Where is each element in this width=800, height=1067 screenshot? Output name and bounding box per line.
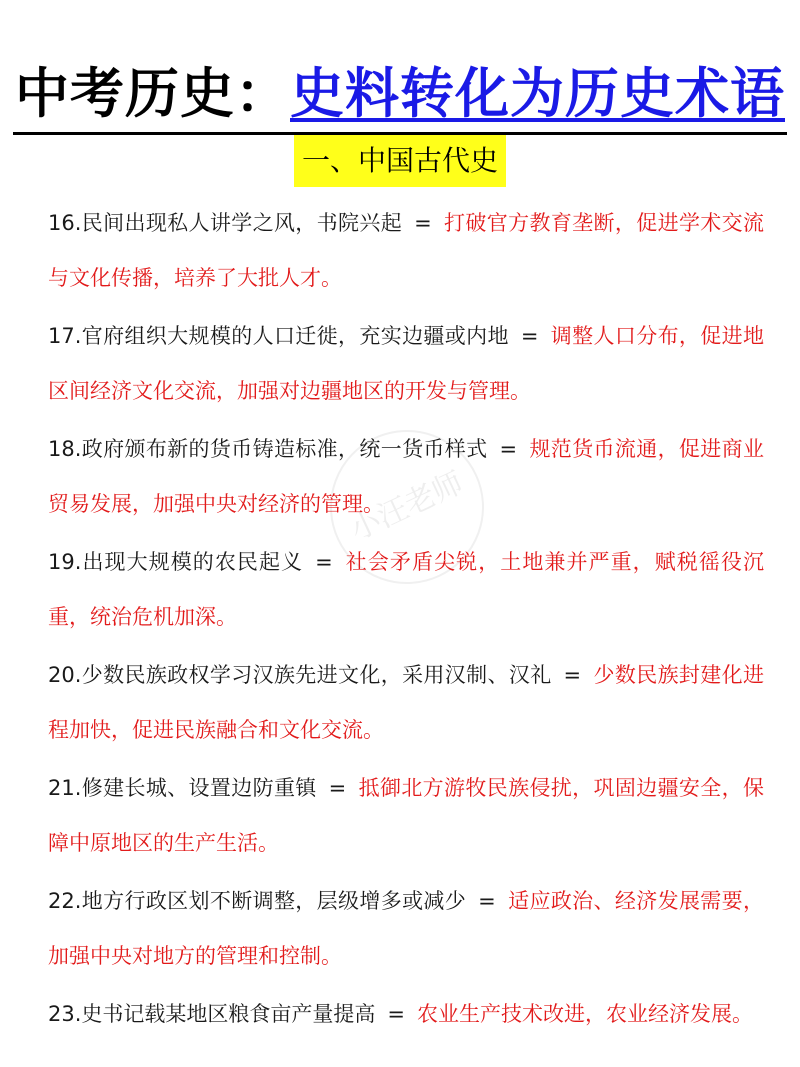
item-answer: 适应政治、经济发展需要，加强中央对地方的管理和控制。 — [48, 889, 765, 968]
item-question: 17.官府组织大规模的人口迁徙，充实边疆或内地 — [48, 324, 509, 348]
watermark-stamp: 小汪老师 — [305, 405, 510, 610]
item-question: 19.出现大规模的农民起义 — [48, 550, 304, 574]
item-question: 18.政府颁布新的货币铸造标准，统一货币样式 — [48, 437, 488, 461]
item-question: 22.地方行政区划不断调整，层级增多或减少 — [48, 889, 467, 913]
item-answer: 规范货币流通，促进商业贸易发展，加强中央对经济的管理。 — [48, 437, 764, 516]
list-item — [48, 874, 764, 984]
item-answer: 抵御北方游牧民族侵扰，巩固边疆安全，保障中原地区的生产生活。 — [48, 776, 764, 855]
title-row — [0, 56, 800, 136]
item-question: 21.修建长城、设置边防重镇 — [48, 776, 317, 800]
list-item — [48, 535, 764, 645]
item-answer: 调整人口分布，促进地区间经济文化交流，加强对边疆地区的开发与管理。 — [48, 324, 764, 403]
page-title — [13, 56, 787, 135]
list-item — [48, 196, 764, 306]
item-equals: = — [499, 437, 518, 461]
item-equals: = — [387, 1002, 406, 1026]
list-item — [48, 761, 764, 871]
list-item — [48, 422, 764, 532]
item-equals: = — [328, 776, 347, 800]
item-answer: 农业生产技术改进，农业经济发展。 — [417, 1002, 754, 1026]
item-answer: 社会矛盾尖锐，土地兼并严重，赋税徭役沉重，统治危机加深。 — [48, 550, 764, 629]
section-heading: 一、中国古代史 — [294, 135, 506, 187]
title-main: 史料转化为历史术语 — [290, 62, 785, 125]
item-answer: 少数民族封建化进程加快，促进民族融合和文化交流。 — [48, 663, 764, 742]
item-equals: = — [520, 324, 539, 348]
item-equals: = — [315, 550, 333, 574]
title-prefix: 中考历史： — [15, 62, 290, 125]
section-row — [0, 135, 800, 187]
item-equals: = — [478, 889, 496, 913]
list-item — [48, 648, 764, 758]
item-question: 23.史书记载某地区粮食亩产量提高 — [48, 1002, 376, 1026]
item-question: 20.少数民族政权学习汉族先进文化，采用汉制、汉礼 — [48, 663, 552, 687]
list-item — [48, 987, 764, 1042]
item-equals: = — [563, 663, 582, 687]
item-answer: 打破官方教育垄断，促进学术交流与文化传播，培养了大批人才。 — [48, 211, 765, 290]
item-question: 16.民间出现私人讲学之风，书院兴起 — [48, 211, 403, 235]
item-equals: = — [414, 211, 432, 235]
item-list — [48, 196, 764, 1045]
list-item — [48, 309, 764, 419]
